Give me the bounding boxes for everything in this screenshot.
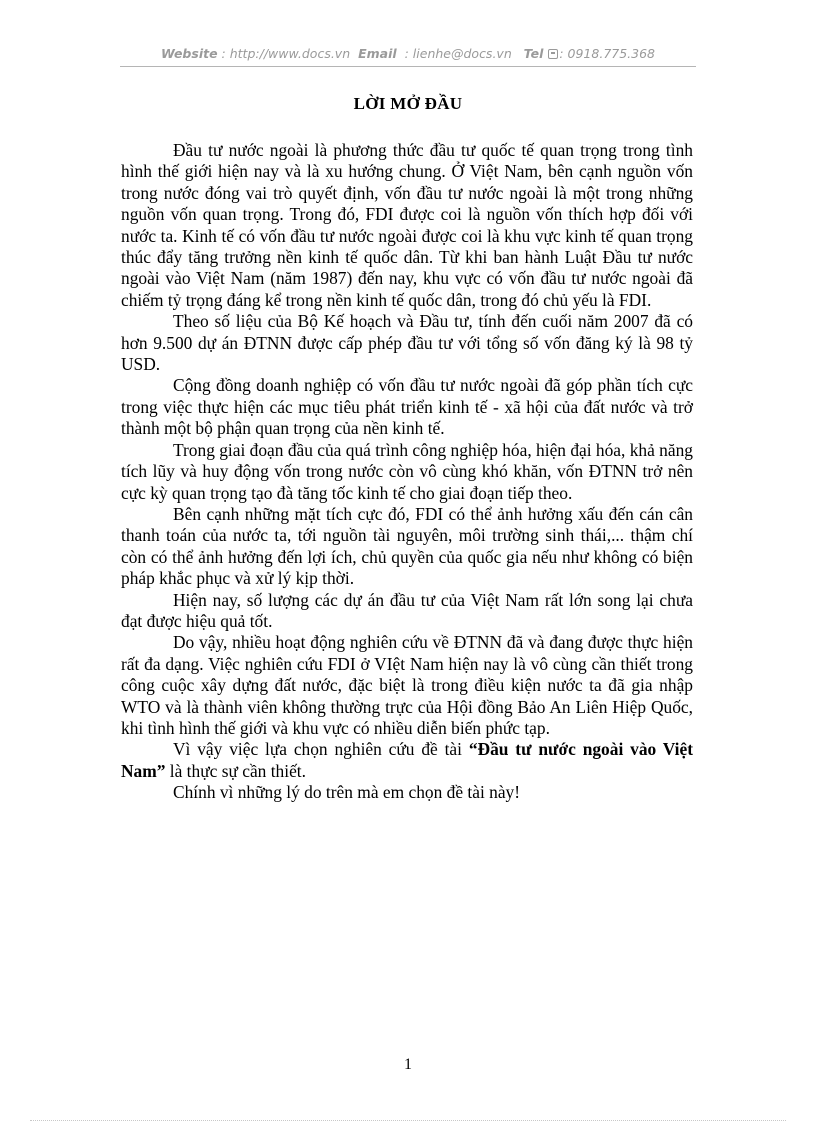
email-label: Email [358,46,397,61]
phone-icon [548,49,558,59]
paragraph: Bên cạnh những mặt tích cực đó, FDI có thể ảnh hưởng xấu đến cán cân thanh toán của nước ta, tới nguồn tài nguyên, môi trường sinh thái,... thậm chí còn có thể ảnh hưởng đến lợi ích, chủ quyền của quốc gia nếu như không có biện pháp khắc phục và xử lý kịp thời. [121,503,693,589]
tel-value: : 0918.775.368 [559,46,656,61]
paragraph: Hiện nay, số lượng các dự án đầu tư của Việt Nam rất lớn song lại chưa đạt được hiệu quả tốt. [121,589,693,631]
closing-paragraph: Chính vì những lý do trên mà em chọn đề tài này! [173,782,521,803]
website-label: Website [160,46,218,61]
paragraph: Cộng đồng doanh nghiệp có vốn đầu tư nước ngoài đã góp phần tích cực trong việc thực hiện các mục tiêu phát triển kinh tế - xã hội của đất nước và trở thành một bộ phận quan trọng của nền kinh tế. [121,375,693,439]
tel-label: Tel [523,46,544,61]
topic-paragraph [121,739,693,782]
paragraph: Theo số liệu của Bộ Kế hoạch và Đầu tư, tính đến cuối năm 2007 đã có hơn 9.500 dự án ĐTNN được cấp phép đầu tư với tổng số vốn đăng ký là 98 tỷ USD. [121,311,693,375]
topic-outro: là thực sự cần thiết. [165,760,306,781]
header-divider [120,66,696,67]
paragraph: Trong giai đoạn đầu của quá trình công nghiệp hóa, hiện đại hóa, khả năng tích lũy và huy động vốn trong nước còn vô cùng khó khăn, vốn ĐTNN trở nên cực kỳ quan trọng tạo đà tăng tốc kinh tế cho giai đoạn tiếp theo. [121,439,693,503]
paragraph: Đầu tư nước ngoài là phương thức đầu tư quốc tế quan trọng trong tình hình thế giới hiện nay và là xu hướng chung. Ở Việt Nam, bên cạnh nguồn vốn trong nước đóng vai trò quyết định, vốn đầu tư nước ngoài là một trong những nguồn vốn quan trọng. Trong đó, FDI được coi là nguồn vốn thích hợp đối với nước ta. Kinh tế có vốn đầu tư nước ngoài được coi là khu vực kinh tế quan trọng thúc đẩy tăng trưởng nền kinh tế quốc dân. Từ khi ban hành Luật Đầu tư nước ngoài vào Việt Nam (năm 1987) đến nay, khu vực có vốn đầu tư nước ngoài đã chiếm tỷ trọng đáng kể trong nền kinh tế quốc dân, trong đó chủ yếu là FDI. [121,140,693,310]
website-value[interactable]: : http://www.docs.vn [221,46,351,61]
page-bottom-divider [30,1120,786,1121]
paragraph: Do vậy, nhiều hoạt động nghiên cứu về ĐTNN đã và đang được thực hiện rất đa dạng. Việc nghiên cứu FDI ở VIệt Nam hiện nay là vô cùng cần thiết trong công cuộc xây dựng đất nước, đặc biệt là trong điều kiện nước ta đã gia nhập WTO và là thành viên không thường trực của Hội đồng Bảo An Liên Hiệp Quốc, khi tình hình thế giới và khu vực có nhiều diễn biến phức tạp. [121,632,693,738]
topic-intro: Vì vậy việc lựa chọn nghiên cứu đề tài [173,739,469,760]
page-header [120,46,696,66]
page-number: 1 [404,1056,412,1073]
document-body [121,140,693,804]
email-value[interactable]: : lienhe@docs.vn [404,46,512,61]
topic-title: “Đầu tư nước ngoài vào Việt Nam” [121,739,693,781]
page-title: LỜI MỞ ĐẦU [353,94,463,113]
